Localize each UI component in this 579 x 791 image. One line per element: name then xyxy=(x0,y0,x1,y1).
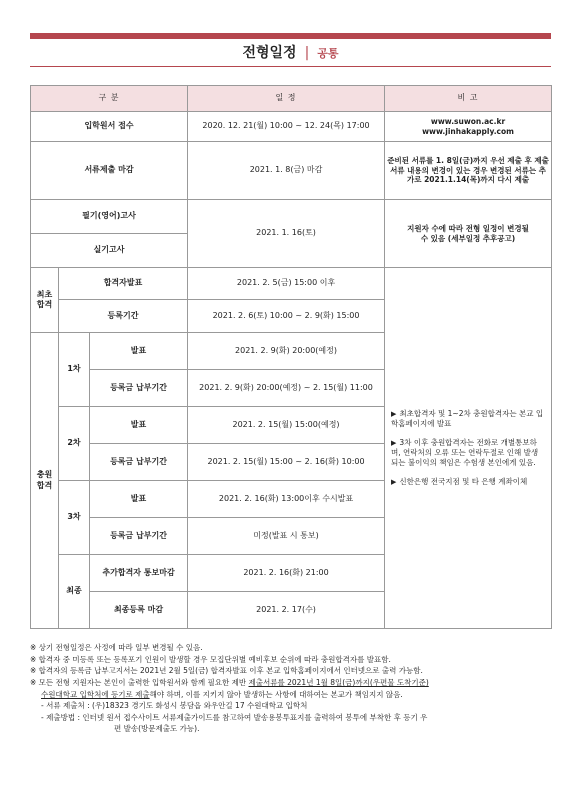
footnote: ※ 합격자 중 미등록 또는 등록포기 인원이 발생할 경우 모집단위별 예비후보 순위에 따라 충원합격자를 발표함. xyxy=(30,654,391,664)
row-label: 서류제출 마감 xyxy=(31,142,188,200)
row-label: 등록금 납부기간 xyxy=(90,444,188,481)
row-schedule: 2021. 2. 15(월) 15:00 ~ 2. 16(화) 10:00 xyxy=(188,444,385,481)
row-label: 입학원서 접수 xyxy=(31,112,188,142)
table-row xyxy=(31,268,552,300)
group-label: 최초 합격 xyxy=(31,268,59,333)
triangle-bullet-icon: ▶ xyxy=(391,477,397,486)
schedule-table xyxy=(30,85,552,629)
title-separator: | xyxy=(304,45,310,61)
triangle-bullet-icon: ▶ xyxy=(391,410,397,419)
website-links xyxy=(385,112,552,142)
footnote-underlined: 제출서류를 2021년 1월 8일(금)까지(우편물 도착기준) xyxy=(248,677,429,687)
header-note: 비 고 xyxy=(385,86,552,112)
round-label: 3차 xyxy=(59,481,90,555)
row-label: 등록기간 xyxy=(59,300,188,333)
side-note: 3차 이후 충원합격자는 전화로 개별통보하며, 연락처의 오류 또는 연락두절로 인해 발생되는 불이익의 책임은 수험생 본인에게 있음. xyxy=(391,438,539,467)
title-top-bar xyxy=(30,33,551,39)
row-label: 합격자발표 xyxy=(59,268,188,300)
row-schedule: 2020. 12. 21(월) 10:00 ~ 12. 24(목) 17:00 xyxy=(188,112,385,142)
table-row xyxy=(31,112,552,142)
triangle-bullet-icon: ▶ xyxy=(391,439,397,448)
row-label: 실기고사 xyxy=(31,234,188,268)
row-schedule: 2021. 2. 5(금) 15:00 이후 xyxy=(188,268,385,300)
row-schedule: 2021. 2. 17(수) xyxy=(188,592,385,629)
row-label: 등록금 납부기간 xyxy=(90,518,188,555)
footnote-text: 해야 하며, 이를 지키지 않아 발생하는 사항에 대하여는 본교가 책임지지 않음. xyxy=(149,689,403,699)
side-note: 신한은행 전국지점 및 타 은행 계좌이체 xyxy=(399,476,528,486)
row-schedule: 2021. 2. 16(화) 21:00 xyxy=(188,555,385,592)
table-row xyxy=(31,200,552,234)
table-header-row xyxy=(31,86,552,112)
row-schedule: 2021. 2. 15(월) 15:00(예정) xyxy=(188,407,385,444)
row-schedule: 2021. 1. 8(금) 마감 xyxy=(188,142,385,200)
round-label: 2차 xyxy=(59,407,90,481)
section-title xyxy=(30,42,551,62)
docs-note: 준비된 서류를 1. 8일(금)까지 우선 제출 후 제출서류 내용의 변경이 있는 경우 변경된 서류는 추가로 2021.1.14(목)까지 다시 제출 xyxy=(385,142,552,200)
row-schedule: 2021. 2. 9(화) 20:00(예정) ~ 2. 15(월) 11:00 xyxy=(188,370,385,407)
footnote: 편 발송(방문제출도 가능). xyxy=(114,724,200,734)
row-label: 최종등록 마감 xyxy=(90,592,188,629)
round-label: 최종 xyxy=(59,555,90,629)
footnote-submission-cont xyxy=(30,689,551,701)
row-label: 등록금 납부기간 xyxy=(90,370,188,407)
footnote: ※ 합격자의 등록금 납부고지서는 2021년 2월 5일(금) 합격자발표 이후 본교 입학홈페이지에서 인터넷으로 출력 가능함. xyxy=(30,666,423,676)
row-label: 발표 xyxy=(90,407,188,444)
footnote: - 제출방법 : 인터넷 원서 접수사이트 서류제출가이드를 참고하여 발송용봉투표지를 출력하여 봉투에 부착한 후 등기 우 xyxy=(41,712,428,722)
row-label: 필기(영어)고사 xyxy=(31,200,188,234)
row-schedule: 2021. 2. 6(토) 10:00 ~ 2. 9(화) 15:00 xyxy=(188,300,385,333)
jinhak-url: www.jinhakapply.com xyxy=(422,126,514,136)
footnote-submission xyxy=(30,677,551,689)
row-schedule: 미정(발표 시 통보) xyxy=(188,518,385,555)
side-note: 최초합격자 및 1~2차 충원합격자는 본교 입학홈페이지에 발표 xyxy=(391,409,544,429)
exam-note: 지원자 수에 따라 전형 일정이 변경될 수 있음 (세부일정 추후공고) xyxy=(385,200,552,268)
page-subtitle: 공통 xyxy=(317,47,339,60)
row-schedule: 2021. 2. 9(화) 20:00(예정) xyxy=(188,333,385,370)
header-category: 구 분 xyxy=(31,86,188,112)
side-notes xyxy=(385,268,552,629)
footnote: ※ 상기 전형일정은 사정에 따라 일부 변경될 수 있음. xyxy=(30,643,203,652)
footnote: - 서류 제출처 : (우)18323 경기도 화성시 봉담읍 와우안길 17 수원대학교 입학처 xyxy=(41,701,308,711)
row-label: 발표 xyxy=(90,333,188,370)
page-title: 전형일정 xyxy=(242,45,297,61)
row-label: 발표 xyxy=(90,481,188,518)
footnotes xyxy=(30,642,551,735)
suwon-url: www.suwon.ac.kr xyxy=(430,116,506,126)
title-bottom-rule xyxy=(30,66,551,67)
exam-schedule: 2021. 1. 16(토) xyxy=(188,200,385,268)
round-label: 1차 xyxy=(59,333,90,407)
group-label: 충원 합격 xyxy=(31,333,59,629)
table-row xyxy=(31,142,552,200)
header-schedule: 일 정 xyxy=(188,86,385,112)
footnote-underlined: 수원대학교 입학처에 등기로 제출 xyxy=(41,689,150,699)
row-label: 추가합격자 통보마감 xyxy=(90,555,188,592)
footnote-text: ※ 모든 전형 지원자는 본인이 출력한 입학원서와 함께 필요한 제반 xyxy=(30,677,249,687)
row-schedule: 2021. 2. 16(화) 13:00이후 수시발표 xyxy=(188,481,385,518)
